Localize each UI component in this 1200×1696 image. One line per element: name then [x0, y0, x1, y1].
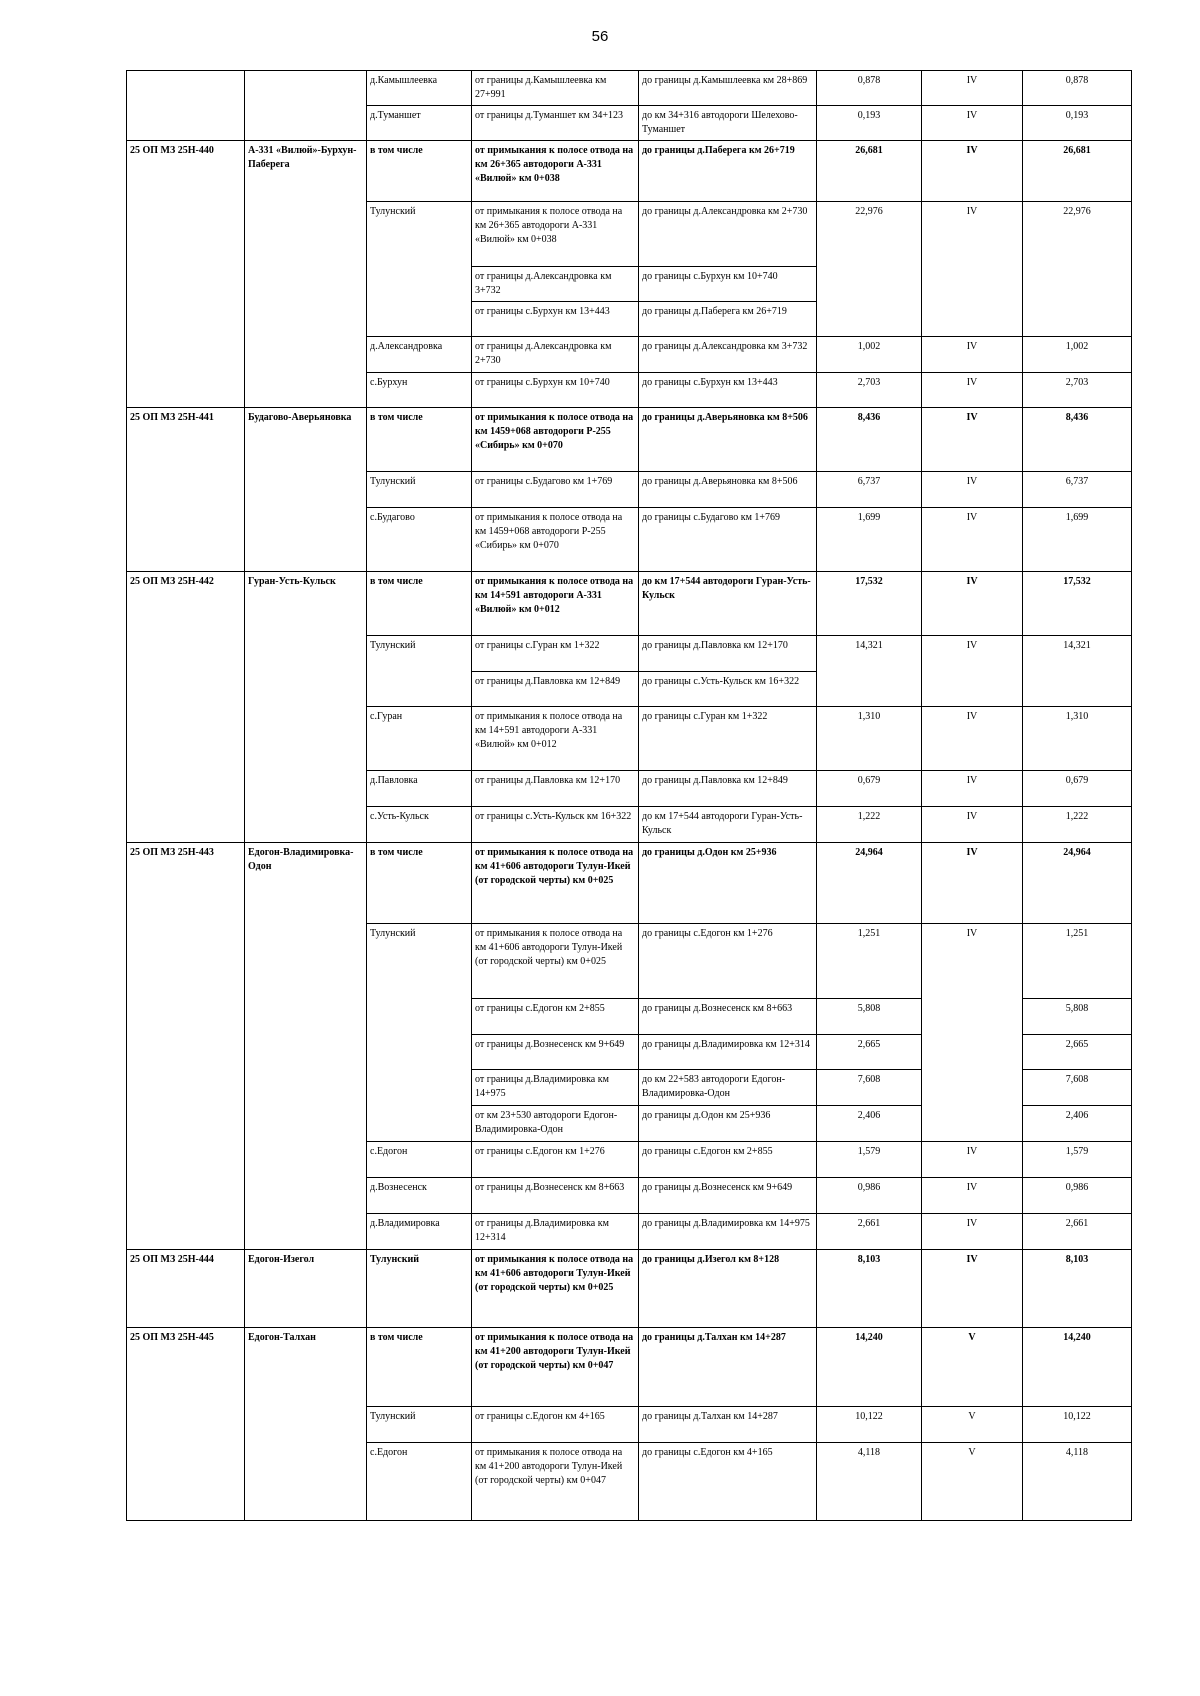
from-cell: от примыкания к полосе отвода на км 41+606 автодороги Тулун-Икей (от городской черты) км 0+025	[472, 1250, 639, 1328]
from-cell: от границы д.Владимировка км 14+975	[472, 1070, 639, 1106]
settlement-cell: д.Вознесенск	[367, 1178, 472, 1214]
total-cell: 17,532	[1023, 572, 1132, 636]
from-cell: от границы с.Будагово км 1+769	[472, 472, 639, 508]
to-cell: до границы д.Вознесенск км 9+649	[639, 1178, 817, 1214]
to-cell: до границы д.Павловка км 12+849	[639, 771, 817, 807]
total-cell: 7,608	[1023, 1070, 1132, 1106]
category-cell: IV	[922, 1142, 1023, 1178]
to-cell: до границы д.Изегол км 8+128	[639, 1250, 817, 1328]
road-name-cell: Едогон-Изегол	[245, 1250, 367, 1328]
page-number: 56	[591, 28, 609, 45]
from-cell: от границы с.Бурхун км 13+443	[472, 302, 639, 337]
category-cell: IV	[922, 1178, 1023, 1214]
settlement-cell: Тулунский	[367, 924, 472, 1142]
from-cell: от границы с.Едогон км 2+855	[472, 999, 639, 1035]
table-row	[127, 408, 1132, 472]
to-cell: до границы с.Бурхун км 10+740	[639, 267, 817, 302]
total-cell: 4,118	[1023, 1443, 1132, 1521]
from-cell: от границы д.Павловка км 12+170	[472, 771, 639, 807]
category-cell: IV	[922, 408, 1023, 472]
from-cell: от примыкания к полосе отвода на км 41+200 автодороги Тулун-Икей (от городской черты) км 0+047	[472, 1328, 639, 1407]
total-cell: 2,703	[1023, 373, 1132, 408]
total-cell: 10,122	[1023, 1407, 1132, 1443]
category-cell: IV	[922, 472, 1023, 508]
length-cell: 8,103	[817, 1250, 922, 1328]
total-cell: 1,310	[1023, 707, 1132, 771]
settlement-cell: в том числе	[367, 141, 472, 202]
category-cell: IV	[922, 373, 1023, 408]
total-cell: 24,964	[1023, 843, 1132, 924]
category-cell: V	[922, 1328, 1023, 1407]
settlement-cell: д.Павловка	[367, 771, 472, 807]
settlement-cell: д.Туманшет	[367, 106, 472, 141]
total-cell: 1,579	[1023, 1142, 1132, 1178]
to-cell: до границы д.Одон км 25+936	[639, 843, 817, 924]
category-cell: IV	[922, 1250, 1023, 1328]
from-cell: от границы с.Гуран км 1+322	[472, 636, 639, 672]
from-cell: от примыкания к полосе отвода на км 14+591 автодороги А-331 «Вилюй» км 0+012	[472, 572, 639, 636]
length-cell: 5,808	[817, 999, 922, 1035]
total-cell: 0,986	[1023, 1178, 1132, 1214]
length-cell: 4,118	[817, 1443, 922, 1521]
settlement-cell: в том числе	[367, 572, 472, 636]
settlement-cell: в том числе	[367, 408, 472, 472]
total-cell: 22,976	[1023, 202, 1132, 337]
from-cell: от примыкания к полосе отвода на км 41+200 автодороги Тулун-Икей (от городской черты) км 0+047	[472, 1443, 639, 1521]
category-cell: IV	[922, 508, 1023, 572]
settlement-cell: д.Александровка	[367, 337, 472, 373]
category-cell: IV	[922, 924, 1023, 1142]
length-cell: 1,251	[817, 924, 922, 999]
total-cell: 26,681	[1023, 141, 1132, 202]
settlement-cell: с.Бурхун	[367, 373, 472, 408]
table-row	[127, 141, 1132, 202]
length-cell: 2,665	[817, 1035, 922, 1070]
to-cell: до границы д.Аверьяновка км 8+506	[639, 408, 817, 472]
to-cell: до границы д.Александровка км 3+732	[639, 337, 817, 373]
total-cell: 6,737	[1023, 472, 1132, 508]
from-cell: от границы д.Камышлеевка км 27+991	[472, 71, 639, 106]
from-cell: от границы с.Едогон км 4+165	[472, 1407, 639, 1443]
road-code-cell	[127, 71, 245, 141]
from-cell: от границы д.Туманшет км 34+123	[472, 106, 639, 141]
road-name-cell	[245, 71, 367, 141]
length-cell: 7,608	[817, 1070, 922, 1106]
settlement-cell: Тулунский	[367, 472, 472, 508]
from-cell: от км 23+530 автодороги Едогон-Владимировка-Одон	[472, 1106, 639, 1142]
category-cell: IV	[922, 1214, 1023, 1250]
road-code-cell: 25 ОП МЗ 25Н-441	[127, 408, 245, 572]
from-cell: от примыкания к полосе отвода на км 1459+068 автодороги Р-255 «Сибирь» км 0+070	[472, 408, 639, 472]
length-cell: 1,002	[817, 337, 922, 373]
length-cell: 1,222	[817, 807, 922, 843]
total-cell: 1,002	[1023, 337, 1132, 373]
length-cell: 26,681	[817, 141, 922, 202]
to-cell: до границы д.Павловка км 12+170	[639, 636, 817, 672]
category-cell: IV	[922, 771, 1023, 807]
roads-table	[126, 70, 1132, 1521]
to-cell: до границы с.Усть-Кульск км 16+322	[639, 672, 817, 707]
total-cell: 0,878	[1023, 71, 1132, 106]
from-cell: от примыкания к полосе отвода на км 14+591 автодороги А-331 «Вилюй» км 0+012	[472, 707, 639, 771]
settlement-cell: Тулунский	[367, 1250, 472, 1328]
to-cell: до границы д.Александровка км 2+730	[639, 202, 817, 267]
category-cell: IV	[922, 141, 1023, 202]
road-code-cell: 25 ОП МЗ 25Н-445	[127, 1328, 245, 1521]
category-cell: V	[922, 1443, 1023, 1521]
from-cell: от границы д.Александровка км 2+730	[472, 337, 639, 373]
settlement-cell: с.Гуран	[367, 707, 472, 771]
from-cell: от границы с.Едогон км 1+276	[472, 1142, 639, 1178]
settlement-cell: Тулунский	[367, 1407, 472, 1443]
length-cell: 2,406	[817, 1106, 922, 1142]
from-cell: от примыкания к полосе отвода на км 1459+068 автодороги Р-255 «Сибирь» км 0+070	[472, 508, 639, 572]
from-cell: от границы с.Бурхун км 10+740	[472, 373, 639, 408]
length-cell: 24,964	[817, 843, 922, 924]
table-row	[127, 1328, 1132, 1407]
length-cell: 6,737	[817, 472, 922, 508]
to-cell: до границы с.Гуран км 1+322	[639, 707, 817, 771]
total-cell: 1,222	[1023, 807, 1132, 843]
total-cell: 0,679	[1023, 771, 1132, 807]
length-cell: 2,661	[817, 1214, 922, 1250]
total-cell: 1,251	[1023, 924, 1132, 999]
category-cell: IV	[922, 106, 1023, 141]
to-cell: до км 22+583 автодороги Едогон-Владимировка-Одон	[639, 1070, 817, 1106]
category-cell: V	[922, 1407, 1023, 1443]
to-cell: до границы д.Владимировка км 12+314	[639, 1035, 817, 1070]
table-row	[127, 843, 1132, 924]
to-cell: до км 17+544 автодороги Гуран-Усть-Кульск	[639, 572, 817, 636]
road-name-cell: Будагово-Аверьяновка	[245, 408, 367, 572]
total-cell: 8,103	[1023, 1250, 1132, 1328]
total-cell: 2,406	[1023, 1106, 1132, 1142]
total-cell: 2,665	[1023, 1035, 1132, 1070]
category-cell: IV	[922, 707, 1023, 771]
settlement-cell: д.Камышлеевка	[367, 71, 472, 106]
length-cell: 1,310	[817, 707, 922, 771]
to-cell: до границы с.Едогон км 2+855	[639, 1142, 817, 1178]
length-cell: 14,321	[817, 636, 922, 707]
from-cell: от примыкания к полосе отвода на км 26+365 автодороги А-331 «Вилюй» км 0+038	[472, 202, 639, 267]
to-cell: до границы д.Вознесенск км 8+663	[639, 999, 817, 1035]
category-cell: IV	[922, 636, 1023, 707]
from-cell: от границы д.Вознесенск км 8+663	[472, 1178, 639, 1214]
to-cell: до границы с.Едогон км 4+165	[639, 1443, 817, 1521]
to-cell: до границы с.Будагово км 1+769	[639, 508, 817, 572]
length-cell: 22,976	[817, 202, 922, 337]
category-cell: IV	[922, 807, 1023, 843]
to-cell: до границы д.Паберега км 26+719	[639, 141, 817, 202]
settlement-cell: в том числе	[367, 1328, 472, 1407]
settlement-cell: с.Будагово	[367, 508, 472, 572]
to-cell: до границы д.Аверьяновка км 8+506	[639, 472, 817, 508]
length-cell: 8,436	[817, 408, 922, 472]
from-cell: от границы д.Александровка км 3+732	[472, 267, 639, 302]
length-cell: 0,878	[817, 71, 922, 106]
road-code-cell: 25 ОП МЗ 25Н-444	[127, 1250, 245, 1328]
to-cell: до границы д.Владимировка км 14+975	[639, 1214, 817, 1250]
from-cell: от примыкания к полосе отвода на км 26+365 автодороги А-331 «Вилюй» км 0+038	[472, 141, 639, 202]
from-cell: от границы д.Павловка км 12+849	[472, 672, 639, 707]
table-row	[127, 1250, 1132, 1328]
length-cell: 2,703	[817, 373, 922, 408]
from-cell: от примыкания к полосе отвода на км 41+606 автодороги Тулун-Икей (от городской черты) км 0+025	[472, 843, 639, 924]
road-name-cell: Едогон-Талхан	[245, 1328, 367, 1521]
category-cell: IV	[922, 572, 1023, 636]
settlement-cell: с.Едогон	[367, 1142, 472, 1178]
settlement-cell: с.Усть-Кульск	[367, 807, 472, 843]
length-cell: 17,532	[817, 572, 922, 636]
length-cell: 1,579	[817, 1142, 922, 1178]
category-cell: IV	[922, 843, 1023, 924]
to-cell: до границы с.Бурхун км 13+443	[639, 373, 817, 408]
from-cell: от границы с.Усть-Кульск км 16+322	[472, 807, 639, 843]
total-cell: 1,699	[1023, 508, 1132, 572]
total-cell: 2,661	[1023, 1214, 1132, 1250]
road-name-cell: Едогон-Владимировка-Одон	[245, 843, 367, 1250]
to-cell: до границы д.Талхан км 14+287	[639, 1407, 817, 1443]
category-cell: IV	[922, 337, 1023, 373]
road-code-cell: 25 ОП МЗ 25Н-442	[127, 572, 245, 843]
table-row	[127, 71, 1132, 106]
length-cell: 1,699	[817, 508, 922, 572]
road-code-cell: 25 ОП МЗ 25Н-440	[127, 141, 245, 408]
total-cell: 14,321	[1023, 636, 1132, 707]
from-cell: от примыкания к полосе отвода на км 41+606 автодороги Тулун-Икей (от городской черты) км 0+025	[472, 924, 639, 999]
total-cell: 8,436	[1023, 408, 1132, 472]
to-cell: до границы с.Едогон км 1+276	[639, 924, 817, 999]
road-code-cell: 25 ОП МЗ 25Н-443	[127, 843, 245, 1250]
category-cell: IV	[922, 202, 1023, 337]
settlement-cell: д.Владимировка	[367, 1214, 472, 1250]
length-cell: 14,240	[817, 1328, 922, 1407]
to-cell: до км 34+316 автодороги Шелехово-Туманшет	[639, 106, 817, 141]
from-cell: от границы д.Владимировка км 12+314	[472, 1214, 639, 1250]
total-cell: 5,808	[1023, 999, 1132, 1035]
category-cell: IV	[922, 71, 1023, 106]
to-cell: до км 17+544 автодороги Гуран-Усть-Кульск	[639, 807, 817, 843]
to-cell: до границы д.Одон км 25+936	[639, 1106, 817, 1142]
length-cell: 0,193	[817, 106, 922, 141]
from-cell: от границы д.Вознесенск км 9+649	[472, 1035, 639, 1070]
to-cell: до границы д.Камышлеевка км 28+869	[639, 71, 817, 106]
length-cell: 10,122	[817, 1407, 922, 1443]
length-cell: 0,986	[817, 1178, 922, 1214]
settlement-cell: Тулунский	[367, 202, 472, 337]
settlement-cell: в том числе	[367, 843, 472, 924]
settlement-cell: Тулунский	[367, 636, 472, 707]
to-cell: до границы д.Талхан км 14+287	[639, 1328, 817, 1407]
road-name-cell: А-331 «Вилюй»-Бурхун-Паберега	[245, 141, 367, 408]
length-cell: 0,679	[817, 771, 922, 807]
table-row	[127, 572, 1132, 636]
settlement-cell: с.Едогон	[367, 1443, 472, 1521]
total-cell: 14,240	[1023, 1328, 1132, 1407]
road-name-cell: Гуран-Усть-Кульск	[245, 572, 367, 843]
to-cell: до границы д.Паберега км 26+719	[639, 302, 817, 337]
total-cell: 0,193	[1023, 106, 1132, 141]
